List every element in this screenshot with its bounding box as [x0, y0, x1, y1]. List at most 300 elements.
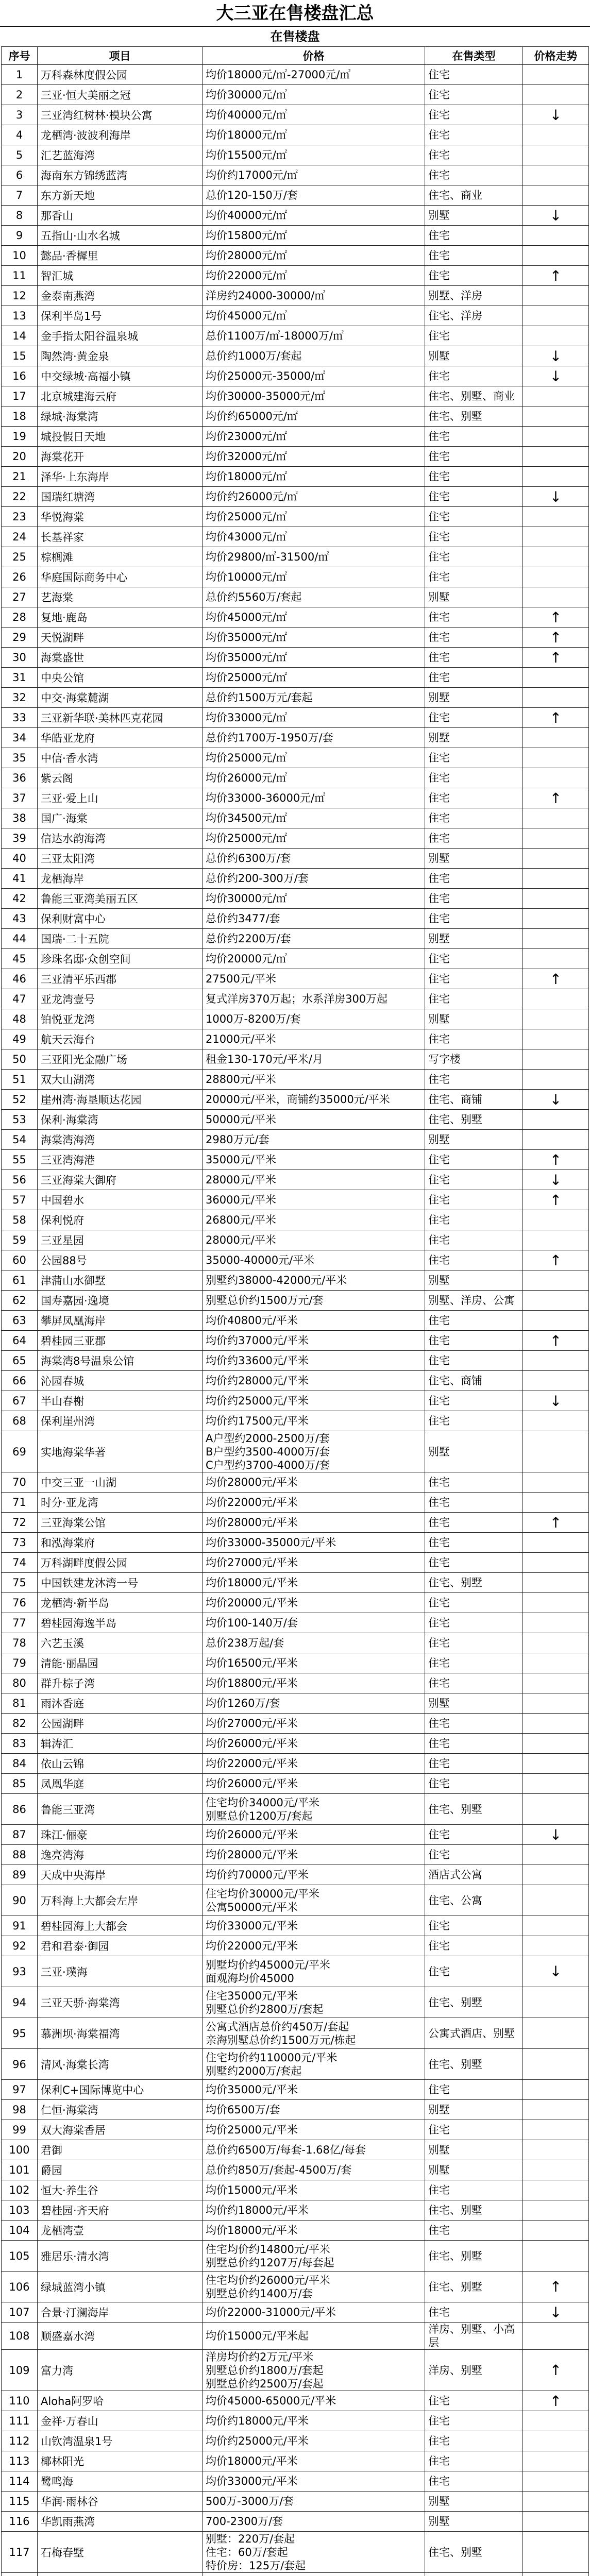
- price: 700-2300万/套: [203, 2512, 425, 2532]
- row-index: 108: [2, 2323, 38, 2350]
- table-row: [2, 2350, 589, 2391]
- sale-type: 别墅: [425, 587, 523, 607]
- sale-type: 住宅、公寓: [425, 1885, 523, 1916]
- project-name: 三亚·爱上山: [38, 788, 203, 808]
- table-row: [2, 2018, 589, 2049]
- row-index: 106: [2, 2272, 38, 2302]
- row-index: 97: [2, 2080, 38, 2100]
- price-trend: [523, 1371, 589, 1391]
- row-index: 27: [2, 587, 38, 607]
- sale-type: 住宅: [425, 889, 523, 909]
- project-name: 国瑞红塘湾: [38, 487, 203, 507]
- table-row: [2, 1130, 589, 1150]
- project-name: 逸亮湾海: [38, 1845, 203, 1865]
- price: 公寓式酒店总价约450万/套起 亲海别墅总价约1500万元/栋起: [203, 2018, 425, 2049]
- header-price: 价格: [203, 47, 425, 65]
- project-name: 海棠盛世: [38, 648, 203, 668]
- sale-type: 别墅: [425, 1130, 523, 1150]
- price-trend: [523, 145, 589, 165]
- row-index: 94: [2, 1987, 38, 2018]
- price: 均价18000元/㎡-27000元/㎡: [203, 65, 425, 85]
- row-index: 84: [2, 1754, 38, 1774]
- row-index: 101: [2, 2160, 38, 2180]
- sale-type: 住宅: [425, 1734, 523, 1754]
- sale-type: 住宅: [425, 527, 523, 547]
- row-index: 83: [2, 1734, 38, 1754]
- sale-type: 住宅: [425, 989, 523, 1009]
- price: 26800元/平米: [203, 1210, 425, 1230]
- table-row: [2, 587, 589, 607]
- price-trend: [523, 2180, 589, 2200]
- price: 均价100-140万/套: [203, 1613, 425, 1633]
- row-index: 37: [2, 788, 38, 808]
- row-index: 95: [2, 2018, 38, 2049]
- table-row: [2, 1431, 589, 1472]
- row-index: [2, 2573, 38, 2576]
- project-name: 仁恒·海棠湾: [38, 2100, 203, 2120]
- price: 均价15800元/㎡: [203, 226, 425, 246]
- row-index: 24: [2, 527, 38, 547]
- sale-type: 住宅: [425, 628, 523, 648]
- table-row: [2, 1513, 589, 1533]
- sale-type: 住宅: [425, 2080, 523, 2100]
- price: 洋房约24000-30000/㎡: [203, 286, 425, 306]
- row-index: 85: [2, 1774, 38, 1794]
- price-trend: [523, 1653, 589, 1673]
- table-row: [2, 1573, 589, 1593]
- price: 均价35000元/平米: [203, 2080, 425, 2100]
- price: 均价35000元/㎡: [203, 648, 425, 668]
- price: 均价40800元/平米: [203, 1311, 425, 1331]
- price: 洋房均价约2万元/平米 别墅总价约1800万/套起 别墅总价约2500万/套起: [203, 2350, 425, 2391]
- sale-type: 住宅: [425, 1553, 523, 1573]
- row-index: 17: [2, 386, 38, 406]
- row-index: 58: [2, 1210, 38, 1230]
- price-trend: ↑: [523, 1513, 589, 1533]
- sale-type: 住宅、别墅: [425, 1573, 523, 1593]
- row-index: 104: [2, 2221, 38, 2241]
- price-trend: [523, 889, 589, 909]
- sale-type: 住宅: [425, 125, 523, 145]
- table-row: [2, 1774, 589, 1794]
- table-row: [2, 1090, 589, 1110]
- page-subtitle: 在售楼盘: [270, 29, 320, 44]
- row-index: 113: [2, 2451, 38, 2471]
- table-row: [2, 1170, 589, 1190]
- sale-type: 住宅: [425, 1613, 523, 1633]
- sale-type: 住宅: [425, 1170, 523, 1190]
- project-name: 金泰南燕湾: [38, 286, 203, 306]
- row-index: 54: [2, 1130, 38, 1150]
- row-index: 48: [2, 1009, 38, 1029]
- price-trend: [523, 467, 589, 487]
- table-row: [2, 145, 589, 165]
- project-name: 亚龙湾壹号: [38, 989, 203, 1009]
- table-row: [2, 1029, 589, 1049]
- price-trend: [523, 1633, 589, 1653]
- sale-type: 住宅: [425, 1673, 523, 1693]
- price-trend: [523, 1987, 589, 2018]
- sale-type: 住宅: [425, 226, 523, 246]
- table-row: [2, 2241, 589, 2272]
- price: 住宅35000元/平米 别墅总价约2800万/套起: [203, 1987, 425, 2018]
- project-name: 华皓亚龙府: [38, 728, 203, 748]
- price-trend: [523, 427, 589, 447]
- price: 均价22000元/㎡: [203, 266, 425, 286]
- price-trend: [523, 125, 589, 145]
- price: 均价25000元/㎡: [203, 828, 425, 849]
- table-row: [2, 2272, 589, 2302]
- sale-type: 住宅: [425, 1472, 523, 1493]
- project-name: 万科森林度假公园: [38, 65, 203, 85]
- sale-type: 住宅: [425, 768, 523, 788]
- sale-type: 住宅: [425, 1956, 523, 1987]
- row-index: 55: [2, 1150, 38, 1170]
- project-name: 和泓海棠府: [38, 1533, 203, 1553]
- project-name: 航天云海台: [38, 1029, 203, 1049]
- price: 别墅：220万/套起 住宅：60万/套起 特价房：125万/套起: [203, 2532, 425, 2573]
- row-index: 103: [2, 2200, 38, 2221]
- project-name: 爵园: [38, 2160, 203, 2180]
- price: 36000元/平米: [203, 1190, 425, 1210]
- project-name: 中交·海棠麓湖: [38, 688, 203, 708]
- table-row: [2, 1533, 589, 1553]
- sale-type: 住宅: [425, 1714, 523, 1734]
- sale-type: 住宅、别墅: [425, 2200, 523, 2221]
- price: 均价33000元/㎡: [203, 708, 425, 728]
- table-row: [2, 2451, 589, 2471]
- price-trend: [523, 668, 589, 688]
- sale-type: 住宅: [425, 808, 523, 828]
- project-name: 三亚海棠大御府: [38, 1170, 203, 1190]
- sale-type: 住宅: [425, 2431, 523, 2451]
- row-index: 87: [2, 1825, 38, 1845]
- sale-type: 住宅: [425, 869, 523, 889]
- price: 均价15000元/平米: [203, 2180, 425, 2200]
- price-trend: [523, 2451, 589, 2471]
- sale-type: 住宅: [425, 788, 523, 808]
- row-index: 30: [2, 648, 38, 668]
- price: 总价约5560万/套起: [203, 587, 425, 607]
- price: 均价28000元/㎡: [203, 246, 425, 266]
- sale-type: 住宅: [425, 1331, 523, 1351]
- row-index: 20: [2, 447, 38, 467]
- table-row: [2, 849, 589, 869]
- price-trend: [523, 185, 589, 206]
- project-name: 金祥·万春山: [38, 2411, 203, 2431]
- price: 别墅约38000-42000元/平米: [203, 1270, 425, 1291]
- sale-type: 住宅: [425, 105, 523, 125]
- table-row: [2, 1693, 589, 1714]
- table-header-row: [2, 47, 589, 65]
- project-name: 智汇城: [38, 266, 203, 286]
- table-row: [2, 828, 589, 849]
- price-trend: [523, 2411, 589, 2431]
- table-row: [2, 929, 589, 949]
- sale-type: 住宅、别墅: [425, 406, 523, 427]
- table-row: [2, 1794, 589, 1825]
- price-trend: [523, 2512, 589, 2532]
- row-index: 110: [2, 2391, 38, 2411]
- price: 均价28000元/平米: [203, 1513, 425, 1533]
- row-index: 60: [2, 1250, 38, 1270]
- row-index: 22: [2, 487, 38, 507]
- table-row: [2, 1472, 589, 1493]
- table-row: [2, 2431, 589, 2451]
- sale-type: 住宅: [425, 165, 523, 185]
- price: 均价25000元-35000/㎡: [203, 366, 425, 386]
- table-row: [2, 1070, 589, 1090]
- table-row: [2, 487, 589, 507]
- sale-type: 住宅: [425, 2302, 523, 2323]
- sale-type: 住宅: [425, 1593, 523, 1613]
- price: 均价25000元/㎡: [203, 668, 425, 688]
- price-trend: [523, 85, 589, 105]
- table-row: [2, 2049, 589, 2080]
- sale-type: 住宅、别墅: [425, 1110, 523, 1130]
- sale-type: 住宅、商铺: [425, 1090, 523, 1110]
- table-row: [2, 889, 589, 909]
- project-name: 三亚新华联·美林匹克花园: [38, 708, 203, 728]
- price-trend: [523, 2241, 589, 2272]
- table-row: [2, 1110, 589, 1130]
- price-trend: [523, 2573, 589, 2576]
- price: 均价23000元/㎡: [203, 427, 425, 447]
- row-index: 21: [2, 467, 38, 487]
- sale-type: 住宅: [425, 2411, 523, 2431]
- price-trend: ↓: [523, 487, 589, 507]
- row-index: 31: [2, 668, 38, 688]
- table-row: [2, 2391, 589, 2411]
- price-trend: [523, 1130, 589, 1150]
- price: 均价45000-65000元/平米: [203, 2391, 425, 2411]
- price-trend: [523, 1693, 589, 1714]
- row-index: 2: [2, 85, 38, 105]
- sale-type: 住宅: [425, 567, 523, 587]
- table-row: [2, 2512, 589, 2532]
- row-index: 89: [2, 1865, 38, 1885]
- project-name: 富力湾: [38, 2350, 203, 2391]
- price: 21000元/平米: [203, 1029, 425, 1049]
- table-row: [2, 2160, 589, 2180]
- price-trend: [523, 2049, 589, 2080]
- price: 均价约65000元/㎡: [203, 406, 425, 427]
- price-trend: [523, 768, 589, 788]
- row-index: 40: [2, 849, 38, 869]
- sale-type: 住宅: [425, 467, 523, 487]
- project-name: 顺盛嘉水湾: [38, 2323, 203, 2350]
- row-index: 18: [2, 406, 38, 427]
- table-row: [2, 1673, 589, 1693]
- project-name: 城投假日天地: [38, 427, 203, 447]
- price: 2980万元/套: [203, 1130, 425, 1150]
- price-trend: [523, 1472, 589, 1493]
- project-name: 万科湖畔度假公园: [38, 1553, 203, 1573]
- table-row: [2, 748, 589, 768]
- price-trend: [523, 929, 589, 949]
- table-row: [2, 226, 589, 246]
- row-index: 57: [2, 1190, 38, 1210]
- price: 均价22000-31000元/平米: [203, 2302, 425, 2323]
- row-index: 91: [2, 1916, 38, 1936]
- table-row: [2, 1411, 589, 1431]
- project-name: 国寿嘉园·逸境: [38, 1291, 203, 1311]
- table-row: [2, 386, 589, 406]
- project-name: 双大山湖湾: [38, 1070, 203, 1090]
- project-name: 泽华·上东海岸: [38, 467, 203, 487]
- price-trend: [523, 688, 589, 708]
- table-row: [2, 2492, 589, 2512]
- sale-type: 住宅: [425, 2471, 523, 2492]
- table-row: [2, 648, 589, 668]
- price: 均价43000元/㎡: [203, 527, 425, 547]
- price-trend: [523, 1774, 589, 1794]
- price: 均价18000元/㎡: [203, 467, 425, 487]
- project-name: 三亚湾红树林·模块公寓: [38, 105, 203, 125]
- price: 复式洋房370万起；水系洋房300万起: [203, 989, 425, 1009]
- price-trend: [523, 2221, 589, 2241]
- table-row: [2, 346, 589, 366]
- sale-type: 别墅: [425, 2512, 523, 2532]
- sale-type: 住宅: [425, 1533, 523, 1553]
- price-trend: [523, 748, 589, 768]
- sale-type: 住宅: [425, 1774, 523, 1794]
- price-trend: ↓: [523, 366, 589, 386]
- sale-type: 别墅: [425, 929, 523, 949]
- table-row: [2, 1493, 589, 1513]
- row-index: 7: [2, 185, 38, 206]
- sale-type: 住宅: [425, 1513, 523, 1533]
- sale-type: 别墅: [425, 1270, 523, 1291]
- price: 均价40000元/㎡: [203, 206, 425, 226]
- price: A户型约2000-2500万/套 B户型约3500-4000万/套 C户型约3700-4000万/套: [203, 1431, 425, 1472]
- price: 总价约6500万/每套-1.68亿/每套: [203, 2140, 425, 2160]
- row-index: 74: [2, 1553, 38, 1573]
- row-index: 72: [2, 1513, 38, 1533]
- price-trend: ↑: [523, 607, 589, 628]
- table-row: [2, 1865, 589, 1885]
- table-row: [2, 2411, 589, 2431]
- sale-type: 住宅: [425, 828, 523, 849]
- table-row: [2, 1210, 589, 1230]
- sale-type: 住宅、别墅: [425, 1987, 523, 2018]
- project-name: 攀屏凤凰海岸: [38, 1311, 203, 1331]
- header-index: 序号: [2, 47, 38, 65]
- table-row: [2, 306, 589, 326]
- price-trend: [523, 2471, 589, 2492]
- sale-type: 别墅: [425, 206, 523, 226]
- project-name: 长基祥家: [38, 527, 203, 547]
- row-index: 25: [2, 547, 38, 567]
- row-index: 66: [2, 1371, 38, 1391]
- price: 总价约850万/套起-4500万/套: [203, 2160, 425, 2180]
- price-trend: ↑: [523, 788, 589, 808]
- row-index: 112: [2, 2431, 38, 2451]
- table-row: [2, 567, 589, 587]
- project-name: 三亚·恒大美丽之冠: [38, 85, 203, 105]
- row-index: 43: [2, 909, 38, 929]
- project-name: 铂悦亚龙湾: [38, 1009, 203, 1029]
- table-row: [2, 989, 589, 1009]
- project-name: 中交三亚一山湖: [38, 1472, 203, 1493]
- sale-type: 别墅、洋房、公寓: [425, 1291, 523, 1311]
- table-row: [2, 2180, 589, 2200]
- row-index: 28: [2, 607, 38, 628]
- row-index: 23: [2, 507, 38, 527]
- price-trend: [523, 1049, 589, 1070]
- price-trend: [523, 1673, 589, 1693]
- table-row: [2, 1230, 589, 1250]
- table-row: [2, 688, 589, 708]
- price: 均价1260万/套: [203, 1693, 425, 1714]
- sale-type: 别墅: [425, 849, 523, 869]
- price: 均价45000元/㎡: [203, 306, 425, 326]
- table-row: [2, 2221, 589, 2241]
- project-name: 清风·海棠长湾: [38, 2049, 203, 2080]
- price: 50000元/平米: [203, 1110, 425, 1130]
- sale-type: 写字楼: [425, 1049, 523, 1070]
- sale-type: 住宅: [425, 266, 523, 286]
- sale-type: 住宅: [425, 1311, 523, 1331]
- row-index: 16: [2, 366, 38, 386]
- project-name: 天成中央海岸: [38, 1865, 203, 1885]
- row-index: 80: [2, 1673, 38, 1693]
- price: 28800元/平米: [203, 1070, 425, 1090]
- price-trend: [523, 728, 589, 748]
- price: 均价约25000元/平米: [203, 1391, 425, 1411]
- price: 均价18000元/㎡: [203, 125, 425, 145]
- project-name: 金手指太阳谷温泉城: [38, 326, 203, 346]
- price: 总价238万起/套: [203, 1633, 425, 1653]
- header-type: 在售类型: [425, 47, 523, 65]
- project-name: 东方新天地: [38, 185, 203, 206]
- price: 总价约6300万/套: [203, 849, 425, 869]
- price: 均价26000元/平米: [203, 1825, 425, 1845]
- price: 均价27000元/平米: [203, 1714, 425, 1734]
- price-trend: ↑: [523, 1150, 589, 1170]
- project-name: 信达水韵海湾: [38, 828, 203, 849]
- project-name: 华凯雨燕湾: [38, 2512, 203, 2532]
- table-row: [2, 1613, 589, 1633]
- row-index: 13: [2, 306, 38, 326]
- sale-type: 住宅: [425, 1210, 523, 1230]
- sale-type: 住宅: [425, 2391, 523, 2411]
- table-row: [2, 1371, 589, 1391]
- price: 均价32000元/㎡: [203, 447, 425, 467]
- sale-type: 住宅: [425, 2180, 523, 2200]
- price: 住宅均价约26000元/平米 别墅总价约1400万/套: [203, 2272, 425, 2302]
- sale-type: 别墅: [425, 2140, 523, 2160]
- project-name: 凤凰华庭: [38, 1774, 203, 1794]
- table-row: [2, 65, 589, 85]
- price: 500万-3000万/套: [203, 2492, 425, 2512]
- price: 均价30000元/㎡: [203, 85, 425, 105]
- sale-type: 别墅: [425, 346, 523, 366]
- table-row: [2, 286, 589, 306]
- row-index: 3: [2, 105, 38, 125]
- price: 20000元/平米，商铺约35000元/平米: [203, 1090, 425, 1110]
- project-name: 艺海棠: [38, 587, 203, 607]
- row-index: 26: [2, 567, 38, 587]
- project-name: 鲁能三亚湾: [38, 1794, 203, 1825]
- price-trend: ↓: [523, 1825, 589, 1845]
- row-index: 99: [2, 2120, 38, 2140]
- project-name: 崖州湾·海垦顺达花园: [38, 1090, 203, 1110]
- price-trend: [523, 1936, 589, 1956]
- project-name: 沁园春城: [38, 1371, 203, 1391]
- price-trend: [523, 1411, 589, 1431]
- row-index: 32: [2, 688, 38, 708]
